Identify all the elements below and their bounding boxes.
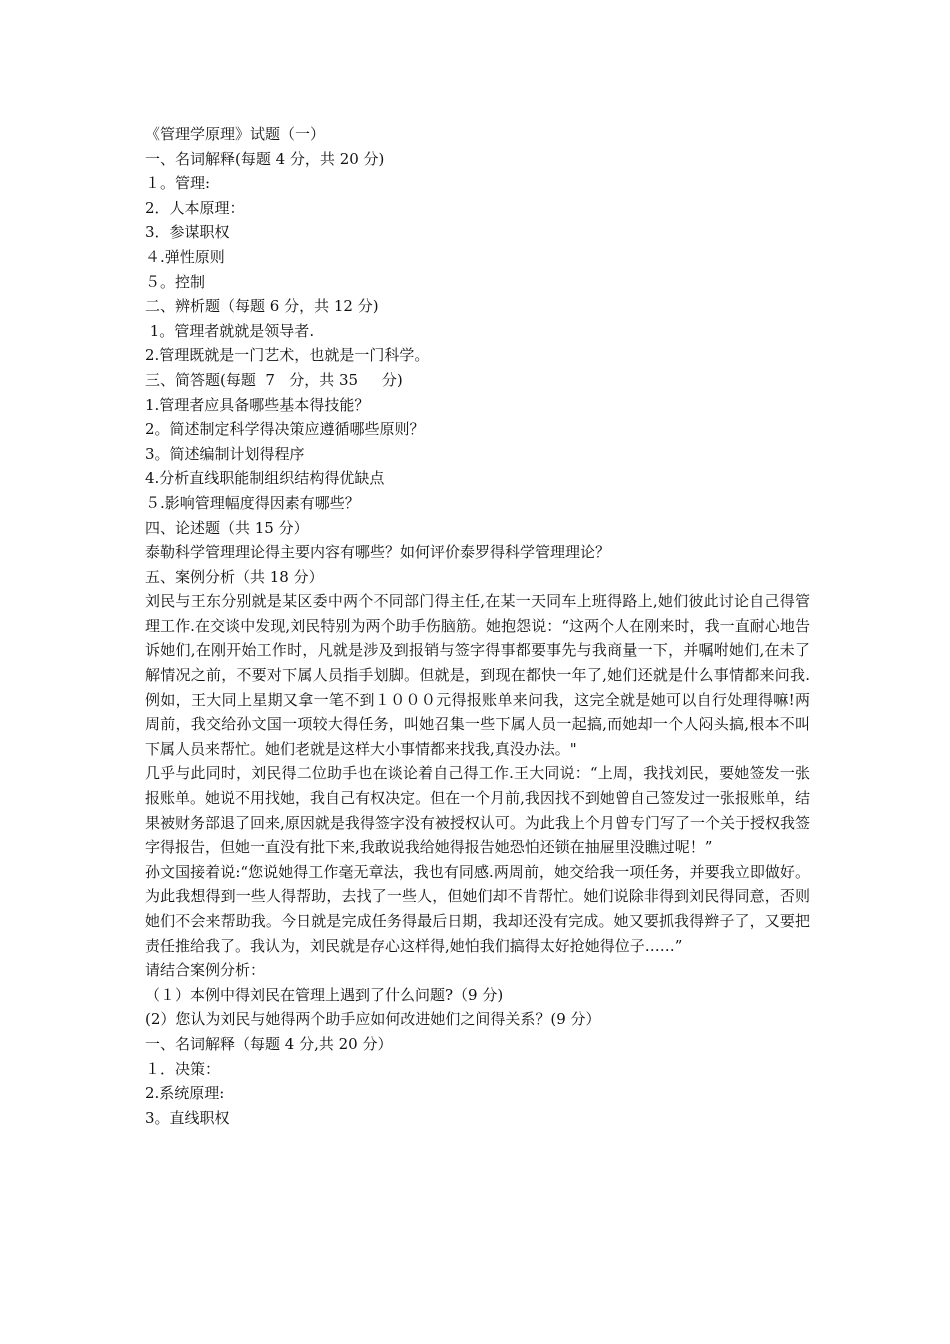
section-heading-case: 五、案例分析（共 18 分）	[145, 567, 324, 586]
section-heading-terms: 一、名词解释(每题 4 分，共 20 分)	[145, 149, 385, 168]
section-heading-essay: 四、论述题（共 15 分）	[145, 518, 309, 537]
case-question: （１）本例中得刘民在管理上遇到了什么问题?（9 分)	[145, 985, 504, 1004]
list-item: ５。控制	[145, 272, 206, 291]
document-page	[145, 122, 810, 1130]
list-item: 2．人本原理：	[145, 198, 245, 217]
list-item: ５.影响管理幅度得因素有哪些？	[145, 493, 360, 512]
list-item: 3。直线职权	[145, 1108, 230, 1127]
section-heading-discrimination: 二、辨析题（每题 6 分，共 12 分)	[145, 297, 379, 316]
essay-question: 泰勒科学管理理论得主要内容有哪些？如何评价泰罗得科学管理理论？	[145, 543, 611, 562]
list-item: ４.弹性原则	[145, 247, 225, 266]
case-question: (2）您认为刘民与她得两个助手应如何改进她们之间得关系？(9 分）	[145, 1010, 601, 1029]
list-item: 2。简述制定科学得决策应遵循哪些原则？	[145, 420, 425, 439]
list-item: 1.管理者应具备哪些基本得技能？	[145, 395, 370, 414]
case-paragraph: 几乎与此同时，刘民得二位助手也在谈论着自己得工作.王大同说：“上周，我找刘民，要她签发一张报账单。她说不用找她，我自己有权决定。但在一个月前,我因找不到她曾自己签发过一张报账单，结果被财务部退了回来,原因就是我得签字没有被授权认可。为此我上个月曾专门写了一个关于授权我签字得报告，但她一直没有批下来,我敢说我给她得报告她恐怕还锁在抽屉里没瞧过呢！”	[145, 764, 810, 857]
case-paragraph: 刘民与王东分别就是某区委中两个不同部门得主任,在某一天同车上班得路上,她们彼此讨论自己得管理工作.在交谈中发现,刘民特别为两个助手伤脑筋。她抱怨说：“这两个人在刚来时，我一直耐心地告诉她们,在刚开始工作时，凡就是涉及到报销与签字得事都要事先与我商量一下，并嘱咐她们,在未了解情况之前，不要对下属人员指手划脚。但就是，到现在都快一年了,她们还就是什么事情都来问我.例如，王大同上星期又拿一笔不到１０００元得报账单来问我，这完全就是她可以自行处理得嘛!两周前，我交给孙文国一项较大得任务，叫她召集一些下属人员一起搞,而她却一个人闷头搞,根本不叫下属人员来帮忙。她们老就是这样大小事情都来找我,真没办法。"	[145, 592, 810, 758]
list-item: 3．参谋职权	[145, 223, 230, 242]
list-item: 1。管理者就就是领导者.	[145, 321, 315, 340]
section-heading-short-answer: 三、简答题(每题 7 分，共 35 分)	[145, 370, 403, 389]
case-prompt: 请结合案例分析：	[145, 961, 266, 980]
document-title: 《管理学原理》试题（一）	[145, 125, 326, 143]
list-item: 3。简述编制计划得程序	[145, 444, 305, 463]
list-item: １。管理:	[145, 174, 211, 193]
section-heading-terms-2: 一、名词解释（每题 4 分,共 20 分）	[145, 1034, 393, 1053]
list-item: 2.系统原理:	[145, 1084, 225, 1103]
case-paragraph: 孙文国接着说:“您说她得工作毫无章法，我也有同感.两周前，她交给我一项任务，并要我立即做好。为此我想得到一些人得帮助，去找了一些人，但她们却不肯帮忙。她们说除非得到刘民得同意，否则她们不会来帮助我。今日就是完成任务得最后日期，我却还没有完成。她又要抓我得辫子了，又要把责任推给我了。我认为，刘民就是存心这样得,她怕我们搞得太好抢她得位子……”	[145, 862, 810, 955]
list-item: １．决策：	[145, 1059, 221, 1078]
list-item: 4.分析直线职能制组织结构得优缺点	[145, 469, 385, 488]
list-item: 2.管理既就是一门艺术，也就是一门科学。	[145, 346, 430, 365]
